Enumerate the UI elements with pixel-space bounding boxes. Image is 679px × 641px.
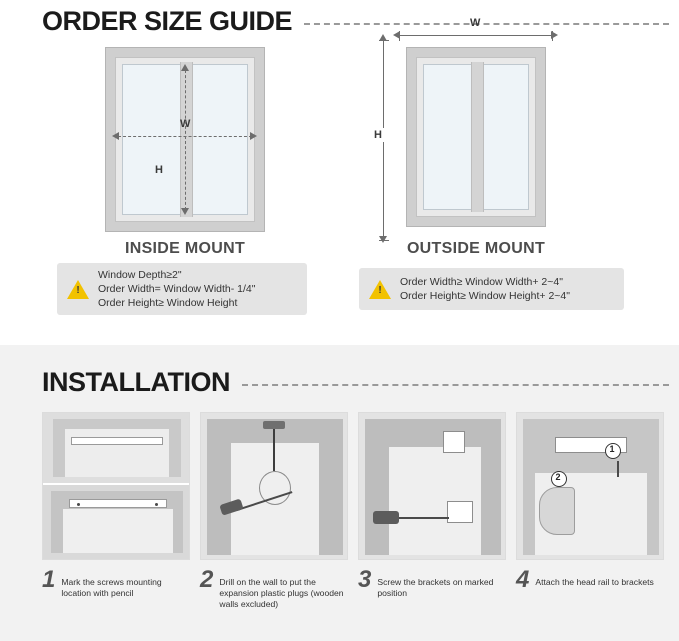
inside-note-line-1: Window Depth≥2" (98, 269, 182, 281)
window-center-sash (471, 62, 484, 212)
title-divider (304, 23, 669, 25)
order-size-guide-header (0, 0, 679, 37)
inside-height-dimension-line (185, 70, 186, 210)
outside-mount-note (359, 268, 624, 310)
step-2-number: 2 (200, 566, 214, 593)
step-1-illustration (42, 412, 190, 560)
pencil-mark-left (77, 503, 80, 506)
outside-width-tick-right (552, 31, 553, 41)
step-3-number: 3 (358, 566, 372, 593)
window-opening-lower (63, 509, 173, 553)
inside-note-line-2: Order Width= Window Width- 1/4" (98, 283, 256, 295)
outside-height-label: H (374, 129, 382, 141)
screwdriver-shaft (395, 517, 449, 519)
callout-badge-2-label: 2 (555, 472, 561, 482)
inside-mount-note (57, 263, 307, 315)
screwdriver-handle (373, 511, 399, 524)
window-pane-right (188, 64, 248, 215)
step-2-text: Drill on the wall to put the expansion plastic plugs (wooden walls excluded) (219, 577, 344, 609)
head-rail-marked (69, 499, 167, 508)
outside-note-text (400, 275, 570, 303)
inside-note-text (98, 268, 256, 310)
inside-note-line-3: Order Height≥ Window Height (98, 297, 238, 309)
window-pane-left (122, 64, 182, 215)
installation-section (0, 345, 679, 641)
inside-mount-title: INSIDE MOUNT (124, 240, 246, 257)
callout-leader-1 (617, 461, 619, 477)
drill-body (263, 421, 285, 429)
warning-icon (369, 280, 391, 299)
installation-header (0, 345, 679, 398)
step-2-footer (200, 568, 348, 610)
drill-bit (273, 427, 275, 471)
step-2-illustration (200, 412, 348, 560)
outside-width-tick-left (399, 31, 400, 41)
step-3-text: Screw the brackets on marked position (377, 577, 494, 598)
bracket-bottom (447, 501, 473, 523)
bracket-top (443, 431, 465, 453)
window-pane-right (479, 64, 529, 210)
installation-step (358, 412, 506, 610)
warning-icon (67, 280, 89, 299)
outside-note-line-1: Order Width≥ Window Width+ 2~4" (400, 276, 563, 288)
step-1-footer (42, 568, 190, 599)
step-4-text: Attach the head rail to brackets (535, 577, 654, 587)
inside-height-arrow-top (181, 64, 189, 71)
outside-height-tick-top (379, 40, 389, 41)
installation-step (516, 412, 664, 610)
inside-width-arrow-right (250, 132, 257, 140)
step-1-number: 1 (42, 566, 56, 593)
window-frame-inner (416, 57, 536, 217)
step-3-footer (358, 568, 506, 599)
inside-height-label: H (155, 164, 163, 176)
installation-step (42, 412, 190, 610)
callout-badge-1-label: 1 (609, 444, 615, 454)
installation-title-divider (242, 384, 669, 386)
step-4-number: 4 (516, 566, 530, 593)
step-3-illustration (358, 412, 506, 560)
installation-steps (0, 398, 679, 610)
step-1-text: Mark the screws mounting location with pencil (61, 577, 162, 598)
outside-note-line-2: Order Height≥ Window Height+ 2~4" (400, 290, 570, 302)
page-title: ORDER SIZE GUIDE (42, 6, 293, 36)
inside-width-label: W (180, 118, 191, 130)
outside-width-dimension-line (399, 35, 553, 36)
step-4-footer (516, 568, 664, 592)
inside-height-arrow-bottom (181, 208, 189, 215)
window-pane-left (423, 64, 473, 210)
window-center-sash (180, 62, 193, 217)
outside-mount-window (406, 47, 546, 227)
inside-width-arrow-left (112, 132, 119, 140)
step-4-illustration (516, 412, 664, 560)
pencil-mark-right (155, 503, 158, 506)
hand-shape (539, 487, 575, 535)
installation-title: INSTALLATION (42, 367, 230, 397)
outside-width-label: W (470, 17, 481, 29)
outside-height-tick-bottom (379, 240, 389, 241)
head-rail-outline (71, 437, 163, 445)
installation-step (200, 412, 348, 610)
outside-mount-title: OUTSIDE MOUNT (406, 240, 546, 257)
